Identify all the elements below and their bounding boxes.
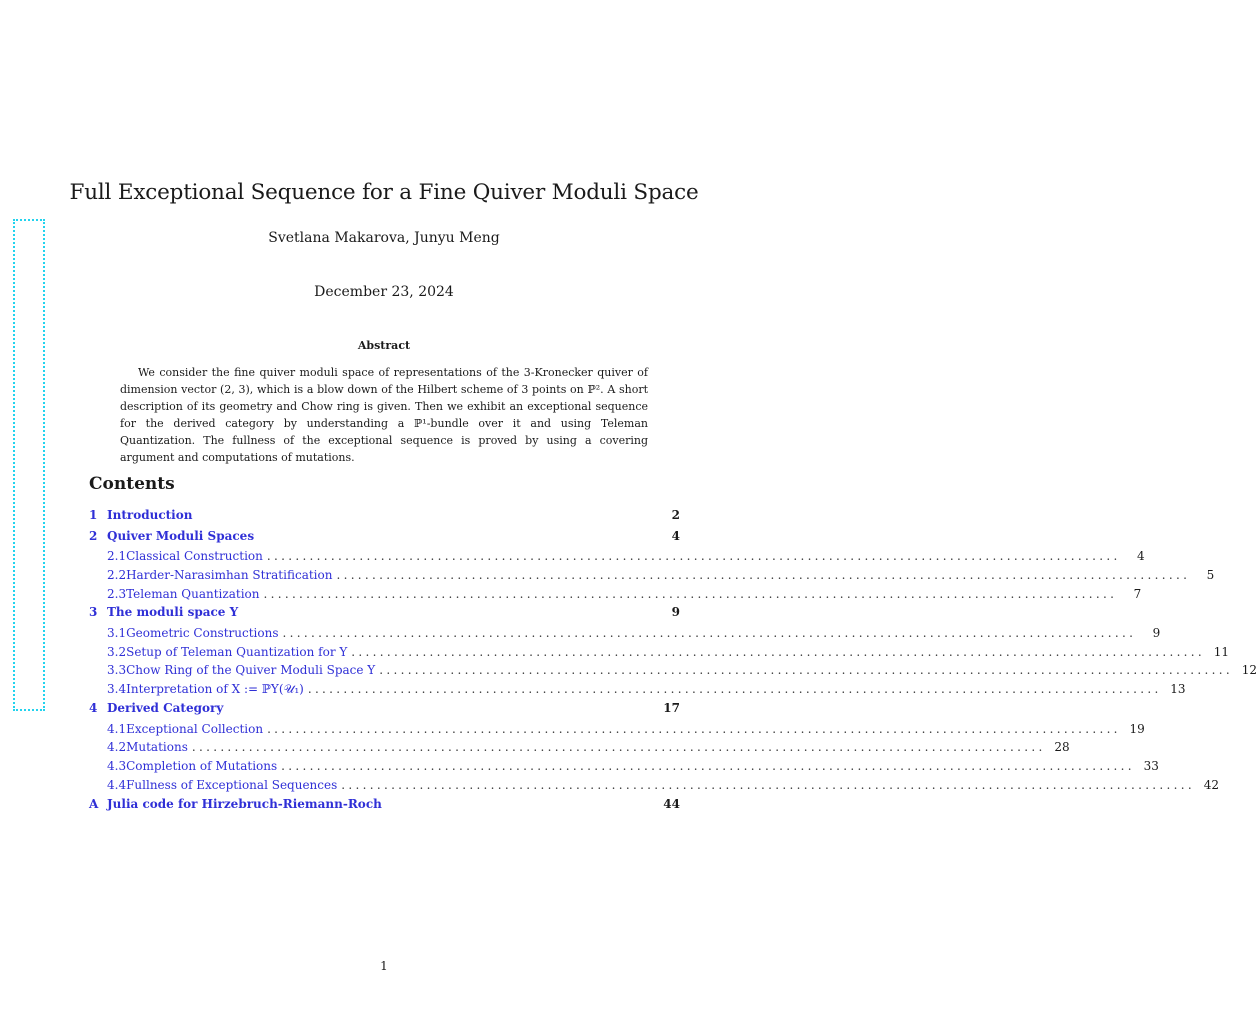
toc-leader-dots: ........................................................................................................................ — [266, 549, 1121, 563]
toc-entry[interactable] — [89, 701, 680, 722]
toc-entry-page: 9 — [1152, 625, 1161, 640]
toc-entry-link[interactable]: Chow Ring of the Quiver Moduli Space Y — [126, 663, 376, 678]
toc-entry[interactable] — [89, 682, 1186, 701]
toc-entry[interactable] — [89, 797, 680, 818]
toc-entry[interactable] — [89, 721, 1145, 741]
toc-entry-link[interactable]: Mutations — [126, 740, 188, 755]
toc-entry[interactable] — [89, 508, 680, 529]
paper-date: December 23, 2024 — [314, 284, 454, 300]
toc-entry-number[interactable]: 4.3 — [107, 759, 127, 774]
toc-entry-link[interactable]: Setup of Teleman Quantization for Y — [126, 644, 348, 659]
toc-entry-number[interactable]: 4 — [89, 701, 98, 716]
toc-entry-number[interactable]: 3 — [89, 605, 98, 620]
toc-entry-link[interactable]: Teleman Quantization — [126, 586, 260, 601]
toc-entry[interactable] — [89, 663, 1257, 682]
toc-entry[interactable] — [89, 586, 1142, 606]
toc-entry[interactable] — [89, 529, 680, 550]
toc-entry-page: 12 — [1241, 663, 1257, 678]
toc-entry-number[interactable]: 4.2 — [107, 740, 127, 755]
toc-entry-number[interactable]: 3.3 — [107, 663, 127, 678]
toc-entry[interactable] — [89, 777, 1219, 797]
toc-entry-page: 19 — [1129, 721, 1145, 736]
toc-entry[interactable] — [89, 549, 1145, 568]
toc-entry-number[interactable]: A — [89, 796, 99, 811]
abstract-heading: Abstract — [357, 339, 411, 352]
toc-entry-link[interactable]: Introduction — [107, 508, 193, 522]
toc-leader-dots: ........................................................................................................................ — [267, 721, 1121, 736]
toc-leader-dots: ........................................................................................................................ — [307, 682, 1162, 697]
toc-entry-number[interactable]: 3.1 — [107, 625, 127, 640]
toc-entry-number[interactable]: 2.2 — [107, 567, 127, 582]
toc-entry-page: 4 — [1136, 549, 1145, 563]
toc-entry-number[interactable]: 4.4 — [107, 777, 127, 792]
page-number: 1 — [380, 959, 388, 973]
toc-entry-number[interactable]: 3.4 — [107, 682, 127, 697]
toc-entry-page: 5 — [1206, 567, 1215, 582]
toc-entry-page: 9 — [671, 605, 680, 620]
toc-entry-link[interactable]: Classical Construction — [126, 549, 263, 563]
toc-entry-number[interactable]: 2.3 — [107, 586, 127, 601]
toc-leader-dots: ........................................................................................................................ — [341, 777, 1195, 792]
toc-entry-link[interactable]: Geometric Constructions — [126, 625, 279, 640]
toc-entry-page: 17 — [663, 701, 680, 716]
toc-leader-dots: ........................................................................................................................ — [281, 759, 1135, 774]
toc-entry-page: 2 — [671, 508, 680, 522]
toc-entry-number[interactable]: 4.1 — [107, 721, 127, 736]
toc-entry-page: 4 — [671, 528, 680, 543]
toc-entry[interactable] — [89, 740, 1070, 759]
contents-heading: Contents — [89, 474, 175, 494]
toc-entry-link[interactable]: The moduli space Y — [107, 605, 239, 620]
toc-leader-dots: ........................................................................................................................ — [263, 586, 1118, 601]
toc-entry-number[interactable]: 2 — [89, 528, 98, 543]
toc-entry-link[interactable]: Completion of Mutations — [126, 759, 278, 774]
toc-leader-dots: ........................................................................................................................ — [282, 625, 1137, 640]
paper-authors: Svetlana Makarova, Junyu Meng — [268, 230, 500, 246]
toc-entry-page: 11 — [1213, 644, 1230, 659]
toc-entry[interactable] — [89, 567, 1215, 587]
toc-entry-page: 44 — [663, 796, 680, 811]
toc-entry-link[interactable]: Interpretation of X := ℙY(𝒰₁) — [126, 682, 304, 697]
toc-entry-link[interactable]: Julia code for Hirzebruch-Riemann-Roch — [107, 796, 382, 811]
toc-leader-dots: ........................................................................................................................ — [379, 663, 1233, 678]
toc-leader-dots: ........................................................................................................................ — [191, 740, 1046, 755]
toc-entry[interactable] — [89, 625, 1161, 645]
toc-entry-page: 13 — [1170, 682, 1186, 697]
toc-entry-link[interactable]: Derived Category — [107, 701, 224, 716]
toc-leader-dots: ........................................................................................................................ — [351, 644, 1206, 659]
toc-entry[interactable] — [89, 759, 1159, 778]
toc-entry-number[interactable]: 2.1 — [107, 549, 127, 563]
toc-entry-link[interactable]: Quiver Moduli Spaces — [107, 528, 255, 543]
toc-entry-page: 7 — [1133, 586, 1142, 601]
paper-title: Full Exceptional Sequence for a Fine Quiver Moduli Space — [69, 180, 699, 205]
toc-entry-number[interactable]: 3.2 — [107, 644, 127, 659]
toc-entry-link[interactable]: Fullness of Exceptional Sequences — [126, 777, 338, 792]
toc-leader-dots: ........................................................................................................................ — [336, 567, 1191, 582]
toc-entry-link[interactable]: Exceptional Collection — [126, 721, 264, 736]
table-of-contents — [89, 508, 1257, 817]
abstract-text: We consider the fine quiver moduli space of representations of the 3-Kronecker quiver of dimension vector (2, 3), which is a blow down of the Hilbert scheme of 3 points on ℙ². A short description of its geometry and Chow ring is given. Then we exhibit an exceptional sequence for the derived category by understanding a ℙ¹-bundle over it and using Teleman Quantization. The fullness of the exceptional sequence is proved by using a covering argument and computations of mutations. — [120, 366, 648, 464]
toc-entry-link[interactable]: Harder-Narasimhan Stratification — [126, 567, 333, 582]
toc-entry[interactable] — [89, 644, 1230, 664]
toc-entry[interactable] — [89, 605, 680, 626]
toc-entry-number[interactable]: 1 — [89, 508, 98, 522]
toc-entry-page: 33 — [1143, 759, 1159, 774]
toc-entry-page: 28 — [1054, 740, 1070, 755]
toc-entry-page: 42 — [1203, 777, 1219, 792]
